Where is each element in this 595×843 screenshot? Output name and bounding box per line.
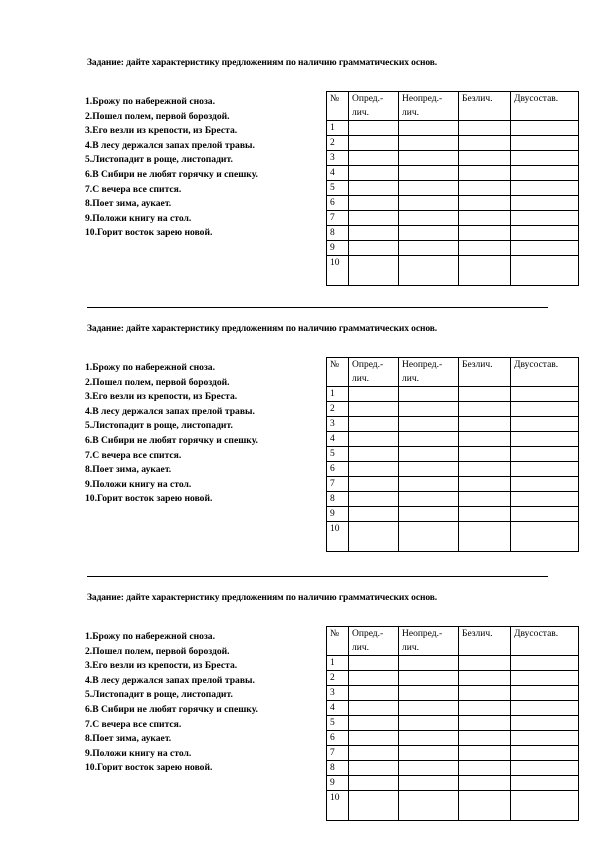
column-header-line: Двусостав. bbox=[514, 94, 559, 104]
table-row bbox=[327, 136, 579, 151]
table-row bbox=[327, 731, 579, 746]
task-section bbox=[0, 58, 595, 308]
answer-cell[interactable] bbox=[399, 671, 459, 686]
row-number: 5 bbox=[327, 447, 349, 462]
row-number: 1 bbox=[327, 387, 349, 402]
row-number: 3 bbox=[327, 417, 349, 432]
table-row bbox=[327, 701, 579, 716]
row-number: 6 bbox=[327, 731, 349, 746]
answer-cell[interactable] bbox=[511, 746, 579, 761]
column-header-line: № bbox=[330, 360, 340, 370]
table-row bbox=[327, 226, 579, 241]
answer-cell[interactable] bbox=[459, 522, 511, 552]
answer-cell[interactable] bbox=[511, 387, 579, 402]
answer-cell[interactable] bbox=[349, 716, 399, 731]
answer-cell[interactable] bbox=[399, 686, 459, 701]
answer-cell[interactable] bbox=[511, 226, 579, 241]
answer-cell[interactable] bbox=[399, 166, 459, 181]
answer-cell[interactable] bbox=[459, 791, 511, 821]
sentence-item: 4.В лесу держался запах прелой травы. bbox=[85, 405, 255, 417]
answer-cell[interactable] bbox=[349, 462, 399, 477]
table-row bbox=[327, 211, 579, 226]
answer-cell[interactable] bbox=[349, 196, 399, 211]
sentence-item: 2.Пошел полем, первой бороздой. bbox=[85, 645, 230, 657]
answer-cell[interactable] bbox=[399, 522, 459, 552]
column-header-line: Опред.- bbox=[352, 360, 384, 370]
row-number: 7 bbox=[327, 746, 349, 761]
row-number: 5 bbox=[327, 716, 349, 731]
answer-cell[interactable] bbox=[349, 507, 399, 522]
classification-table bbox=[326, 626, 579, 821]
task-section bbox=[0, 324, 595, 574]
answer-cell[interactable] bbox=[459, 477, 511, 492]
column-header bbox=[399, 627, 459, 656]
answer-cell[interactable] bbox=[349, 701, 399, 716]
section-divider bbox=[87, 307, 548, 308]
answer-cell[interactable] bbox=[399, 417, 459, 432]
answer-cell[interactable] bbox=[349, 151, 399, 166]
column-header bbox=[349, 627, 399, 656]
answer-cell[interactable] bbox=[459, 701, 511, 716]
answer-cell[interactable] bbox=[511, 716, 579, 731]
answer-cell[interactable] bbox=[349, 226, 399, 241]
column-header-line: лич. bbox=[402, 108, 419, 118]
column-header-line: Опред.- bbox=[352, 94, 384, 104]
row-number: 4 bbox=[327, 432, 349, 447]
answer-cell[interactable] bbox=[459, 447, 511, 462]
row-number: 8 bbox=[327, 226, 349, 241]
task-title: Задание: дайте характеристику предложениям по наличию грамматических основ. bbox=[87, 593, 438, 603]
answer-cell[interactable] bbox=[459, 686, 511, 701]
answer-cell[interactable] bbox=[399, 507, 459, 522]
sentence-item: 6.В Сибири не любят горячку и спешку. bbox=[85, 168, 258, 180]
answer-cell[interactable] bbox=[349, 761, 399, 776]
answer-cell[interactable] bbox=[459, 731, 511, 746]
column-header-line: лич. bbox=[402, 643, 419, 653]
answer-cell[interactable] bbox=[459, 462, 511, 477]
answer-cell[interactable] bbox=[459, 256, 511, 286]
row-number: 1 bbox=[327, 121, 349, 136]
table-row bbox=[327, 417, 579, 432]
answer-cell[interactable] bbox=[459, 402, 511, 417]
column-header-line: Неопред.- bbox=[402, 629, 443, 639]
table-header-row bbox=[327, 627, 579, 656]
sentence-item: 2.Пошел полем, первой бороздой. bbox=[85, 110, 230, 122]
column-header-line: Неопред.- bbox=[402, 94, 443, 104]
answer-cell[interactable] bbox=[511, 761, 579, 776]
row-number: 10 bbox=[327, 256, 349, 286]
answer-cell[interactable] bbox=[459, 226, 511, 241]
row-number: 9 bbox=[327, 241, 349, 256]
answer-cell[interactable] bbox=[511, 151, 579, 166]
column-header-line: лич. bbox=[352, 374, 369, 384]
answer-cell[interactable] bbox=[459, 761, 511, 776]
table-row bbox=[327, 656, 579, 671]
sentence-item: 3.Его везли из крепости, из Бреста. bbox=[85, 125, 238, 137]
sentence-item: 1.Брожу по набережной сноза. bbox=[85, 362, 215, 373]
answer-cell[interactable] bbox=[511, 241, 579, 256]
table-row bbox=[327, 462, 579, 477]
answer-cell[interactable] bbox=[511, 432, 579, 447]
answer-cell[interactable] bbox=[349, 477, 399, 492]
classification-table bbox=[326, 91, 579, 286]
row-number: 2 bbox=[327, 402, 349, 417]
answer-cell[interactable] bbox=[459, 716, 511, 731]
sentence-item: 8.Поет зима, аукает. bbox=[85, 733, 172, 745]
answer-cell[interactable] bbox=[349, 256, 399, 286]
answer-cell[interactable] bbox=[459, 671, 511, 686]
answer-cell[interactable] bbox=[511, 701, 579, 716]
answer-cell[interactable] bbox=[459, 387, 511, 402]
column-header-line: лич. bbox=[402, 374, 419, 384]
column-header bbox=[327, 358, 349, 387]
row-number: 2 bbox=[327, 671, 349, 686]
answer-cell[interactable] bbox=[399, 447, 459, 462]
column-header bbox=[459, 627, 511, 656]
answer-cell[interactable] bbox=[459, 166, 511, 181]
answer-cell[interactable] bbox=[399, 181, 459, 196]
answer-cell[interactable] bbox=[511, 256, 579, 286]
answer-cell[interactable] bbox=[399, 477, 459, 492]
answer-cell[interactable] bbox=[349, 181, 399, 196]
answer-cell[interactable] bbox=[511, 121, 579, 136]
answer-cell[interactable] bbox=[349, 656, 399, 671]
row-number: 8 bbox=[327, 761, 349, 776]
answer-cell[interactable] bbox=[349, 522, 399, 552]
column-header bbox=[349, 358, 399, 387]
answer-cell[interactable] bbox=[511, 522, 579, 552]
answer-cell[interactable] bbox=[399, 151, 459, 166]
row-number: 5 bbox=[327, 181, 349, 196]
sentence-item: 9.Положи книгу на стол. bbox=[85, 212, 192, 224]
task-section bbox=[0, 593, 595, 843]
row-number: 3 bbox=[327, 151, 349, 166]
table-row bbox=[327, 196, 579, 211]
task-title: Задание: дайте характеристику предложениям по наличию грамматических основ. bbox=[87, 324, 438, 334]
sentence-item: 6.В Сибири не любят горячку и спешку. bbox=[85, 434, 258, 446]
answer-cell[interactable] bbox=[399, 402, 459, 417]
table-row bbox=[327, 522, 579, 552]
answer-cell[interactable] bbox=[349, 776, 399, 791]
answer-cell[interactable] bbox=[511, 447, 579, 462]
answer-cell[interactable] bbox=[399, 776, 459, 791]
column-header bbox=[459, 358, 511, 387]
answer-cell[interactable] bbox=[511, 417, 579, 432]
table-row bbox=[327, 447, 579, 462]
table-header-row bbox=[327, 92, 579, 121]
row-number: 4 bbox=[327, 166, 349, 181]
sentence-item: 9.Положи книгу на стол. bbox=[85, 478, 192, 490]
answer-cell[interactable] bbox=[349, 731, 399, 746]
answer-cell[interactable] bbox=[349, 791, 399, 821]
answer-cell[interactable] bbox=[399, 746, 459, 761]
answer-cell[interactable] bbox=[349, 241, 399, 256]
answer-cell[interactable] bbox=[511, 791, 579, 821]
column-header bbox=[511, 92, 579, 121]
answer-cell[interactable] bbox=[459, 196, 511, 211]
answer-cell[interactable] bbox=[399, 462, 459, 477]
sentence-item: 7.С вечера все спится. bbox=[85, 183, 182, 195]
answer-cell[interactable] bbox=[349, 686, 399, 701]
column-header-line: Двусостав. bbox=[514, 629, 559, 639]
answer-cell[interactable] bbox=[511, 671, 579, 686]
column-header-line: лич. bbox=[352, 108, 369, 118]
answer-cell[interactable] bbox=[459, 656, 511, 671]
table-row bbox=[327, 791, 579, 821]
table-row bbox=[327, 746, 579, 761]
answer-cell[interactable] bbox=[459, 136, 511, 151]
answer-cell[interactable] bbox=[399, 716, 459, 731]
sentence-item: 7.С вечера все спится. bbox=[85, 718, 182, 730]
answer-cell[interactable] bbox=[349, 432, 399, 447]
answer-cell[interactable] bbox=[511, 656, 579, 671]
row-number: 6 bbox=[327, 196, 349, 211]
column-header bbox=[327, 92, 349, 121]
answer-cell[interactable] bbox=[511, 507, 579, 522]
sentence-item: 6.В Сибири не любят горячку и спешку. bbox=[85, 703, 258, 715]
row-number: 1 bbox=[327, 656, 349, 671]
answer-cell[interactable] bbox=[349, 417, 399, 432]
answer-cell[interactable] bbox=[399, 226, 459, 241]
sentence-item: 10.Горит восток зарею новой. bbox=[85, 493, 213, 505]
column-header-line: Безлич. bbox=[462, 94, 493, 104]
table-row bbox=[327, 432, 579, 447]
table-row bbox=[327, 181, 579, 196]
answer-cell[interactable] bbox=[399, 256, 459, 286]
sentence-item: 2.Пошел полем, первой бороздой. bbox=[85, 376, 230, 388]
sentence-item: 3.Его везли из крепости, из Бреста. bbox=[85, 391, 238, 403]
answer-cell[interactable] bbox=[511, 211, 579, 226]
sentence-item: 5.Листопадит в роще, листопадит. bbox=[85, 154, 233, 166]
answer-cell[interactable] bbox=[349, 387, 399, 402]
sentence-item: 4.В лесу держался запах прелой травы. bbox=[85, 139, 255, 151]
sentence-item: 8.Поет зима, аукает. bbox=[85, 198, 172, 210]
sentence-item: 10.Горит восток зарею новой. bbox=[85, 227, 213, 239]
table-row bbox=[327, 507, 579, 522]
row-number: 7 bbox=[327, 211, 349, 226]
answer-cell[interactable] bbox=[511, 181, 579, 196]
answer-cell[interactable] bbox=[459, 432, 511, 447]
sentence-list bbox=[85, 95, 258, 241]
table-row bbox=[327, 492, 579, 507]
answer-cell[interactable] bbox=[511, 196, 579, 211]
answer-cell[interactable] bbox=[399, 761, 459, 776]
answer-cell[interactable] bbox=[511, 731, 579, 746]
table-row bbox=[327, 671, 579, 686]
row-number: 10 bbox=[327, 522, 349, 552]
answer-cell[interactable] bbox=[459, 241, 511, 256]
sentence-item: 1.Брожу по набережной сноза. bbox=[85, 631, 215, 642]
answer-cell[interactable] bbox=[399, 701, 459, 716]
sentence-item: 1.Брожу по набережной сноза. bbox=[85, 96, 215, 107]
table-row bbox=[327, 166, 579, 181]
answer-cell[interactable] bbox=[511, 776, 579, 791]
table-row bbox=[327, 761, 579, 776]
column-header-line: лич. bbox=[352, 643, 369, 653]
sentence-item: 7.С вечера все спится. bbox=[85, 449, 182, 461]
row-number: 9 bbox=[327, 776, 349, 791]
answer-cell[interactable] bbox=[459, 507, 511, 522]
answer-cell[interactable] bbox=[511, 166, 579, 181]
table-row bbox=[327, 151, 579, 166]
answer-cell[interactable] bbox=[459, 181, 511, 196]
table-row bbox=[327, 387, 579, 402]
section-divider bbox=[87, 576, 548, 577]
answer-cell[interactable] bbox=[349, 402, 399, 417]
column-header-line: № bbox=[330, 629, 340, 639]
answer-cell[interactable] bbox=[399, 791, 459, 821]
answer-cell[interactable] bbox=[511, 136, 579, 151]
column-header-line: Опред.- bbox=[352, 629, 384, 639]
row-number: 2 bbox=[327, 136, 349, 151]
answer-cell[interactable] bbox=[349, 671, 399, 686]
answer-cell[interactable] bbox=[459, 492, 511, 507]
answer-cell[interactable] bbox=[399, 241, 459, 256]
column-header-line: Безлич. bbox=[462, 629, 493, 639]
answer-cell[interactable] bbox=[459, 417, 511, 432]
answer-cell[interactable] bbox=[399, 136, 459, 151]
column-header bbox=[327, 627, 349, 656]
classification-table bbox=[326, 357, 579, 552]
column-header bbox=[511, 627, 579, 656]
table-header-row bbox=[327, 358, 579, 387]
sentence-item: 9.Положи книгу на стол. bbox=[85, 747, 192, 759]
sentence-item: 8.Поет зима, аукает. bbox=[85, 464, 172, 476]
row-number: 8 bbox=[327, 492, 349, 507]
column-header bbox=[399, 92, 459, 121]
answer-cell[interactable] bbox=[399, 211, 459, 226]
answer-cell[interactable] bbox=[459, 151, 511, 166]
answer-cell[interactable] bbox=[349, 746, 399, 761]
answer-cell[interactable] bbox=[459, 211, 511, 226]
answer-cell[interactable] bbox=[511, 402, 579, 417]
answer-cell[interactable] bbox=[399, 492, 459, 507]
sentence-item: 5.Листопадит в роще, листопадит. bbox=[85, 689, 233, 701]
answer-cell[interactable] bbox=[399, 432, 459, 447]
sentence-item: 10.Горит восток зарею новой. bbox=[85, 762, 213, 774]
answer-cell[interactable] bbox=[459, 121, 511, 136]
table-row bbox=[327, 686, 579, 701]
answer-cell[interactable] bbox=[511, 686, 579, 701]
answer-cell[interactable] bbox=[399, 731, 459, 746]
table-row bbox=[327, 477, 579, 492]
column-header bbox=[349, 92, 399, 121]
row-number: 4 bbox=[327, 701, 349, 716]
sentence-item: 3.Его везли из крепости, из Бреста. bbox=[85, 660, 238, 672]
row-number: 7 bbox=[327, 477, 349, 492]
column-header bbox=[459, 92, 511, 121]
column-header-line: Двусостав. bbox=[514, 360, 559, 370]
answer-cell[interactable] bbox=[459, 746, 511, 761]
column-header bbox=[511, 358, 579, 387]
answer-cell[interactable] bbox=[399, 121, 459, 136]
answer-cell[interactable] bbox=[459, 776, 511, 791]
answer-cell[interactable] bbox=[349, 136, 399, 151]
column-header-line: № bbox=[330, 94, 340, 104]
table-row bbox=[327, 256, 579, 286]
column-header-line: Безлич. bbox=[462, 360, 493, 370]
answer-cell[interactable] bbox=[349, 492, 399, 507]
table-row bbox=[327, 716, 579, 731]
answer-cell[interactable] bbox=[399, 656, 459, 671]
answer-cell[interactable] bbox=[399, 196, 459, 211]
table-row bbox=[327, 402, 579, 417]
answer-cell[interactable] bbox=[349, 211, 399, 226]
answer-cell[interactable] bbox=[511, 477, 579, 492]
task-title: Задание: дайте характеристику предложениям по наличию грамматических основ. bbox=[87, 58, 438, 68]
sentence-list bbox=[85, 630, 258, 776]
row-number: 3 bbox=[327, 686, 349, 701]
answer-cell[interactable] bbox=[349, 447, 399, 462]
column-header-line: Неопред.- bbox=[402, 360, 443, 370]
answer-cell[interactable] bbox=[349, 166, 399, 181]
table-row bbox=[327, 121, 579, 136]
answer-cell[interactable] bbox=[511, 492, 579, 507]
sentence-item: 4.В лесу держался запах прелой травы. bbox=[85, 674, 255, 686]
row-number: 9 bbox=[327, 507, 349, 522]
sentence-item: 5.Листопадит в роще, листопадит. bbox=[85, 420, 233, 432]
column-header bbox=[399, 358, 459, 387]
table-row bbox=[327, 776, 579, 791]
answer-cell[interactable] bbox=[349, 121, 399, 136]
answer-cell[interactable] bbox=[399, 387, 459, 402]
row-number: 6 bbox=[327, 462, 349, 477]
table-row bbox=[327, 241, 579, 256]
sentence-list bbox=[85, 361, 258, 507]
answer-cell[interactable] bbox=[511, 462, 579, 477]
row-number: 10 bbox=[327, 791, 349, 821]
